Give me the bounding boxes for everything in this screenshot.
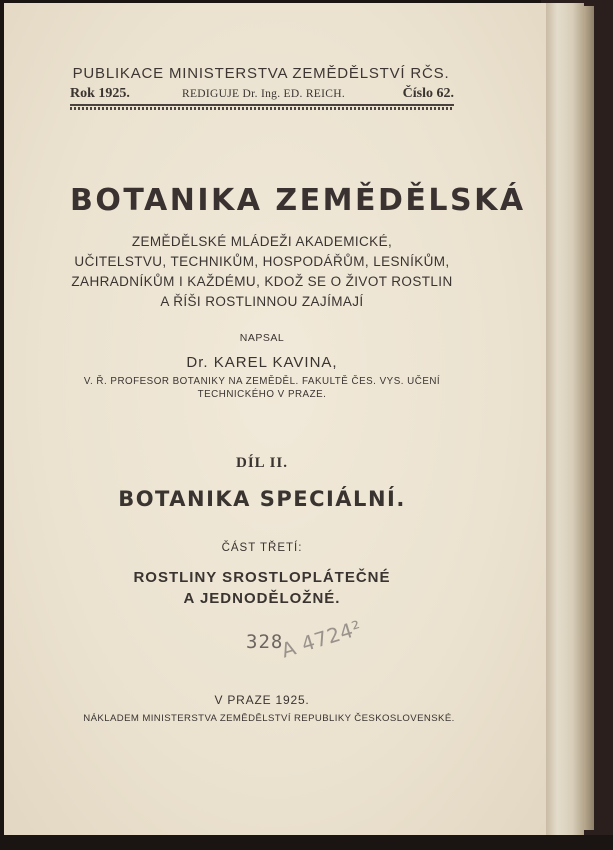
part-number: DÍL II. (235, 455, 289, 471)
header-dotted-rule (70, 107, 454, 110)
subtitle-line-3: ZAHRADNÍKŮM I KAŽDÉMU, KDOŽ SE O ŽIVOT ROSTLIN (71, 274, 453, 289)
series-meta (70, 86, 454, 104)
header-rule (70, 104, 454, 106)
subtitle-line-2: UČITELSTVU, TECHNIKŮM, HOSPODÁŘŮM, LESNÍKŮM, (74, 254, 450, 269)
section-title-line-1: ROSTLINY SROSTLOPLÁTEČNÉ (133, 569, 391, 586)
series-year: Rok 1925. (70, 86, 130, 101)
page-edges-shadow (584, 6, 594, 830)
title-page (4, 3, 546, 835)
library-stamp-number: 328 (246, 631, 284, 653)
series-number: Číslo 62. (402, 86, 454, 101)
subtitle-line-1: ZEMĚDĚLSKÉ MLÁDEŽI AKADEMICKÉ, (131, 234, 393, 249)
subtitle-line-4: A ŘÍŠI ROSTLINNOU ZAJÍMAJÍ (160, 294, 364, 309)
series-title: PUBLIKACE MINISTERSTVA ZEMĚDĚLSTVÍ RČS. (72, 65, 450, 82)
author-title-line-2: TECHNICKÉHO V PRAZE. (197, 389, 327, 400)
page-edges (546, 3, 584, 837)
book-title: BOTANIKA ZEMĚDĚLSKÁ (70, 183, 526, 218)
part-title: BOTANIKA SPECIÁLNÍ. (118, 487, 406, 511)
publisher-line: NÁKLADEM MINISTERSTVA ZEMĚDĚLSTVÍ REPUBLIKY ČESKOSLOVENSKÉ. (83, 713, 455, 724)
author-title-line-1: V. Ř. PROFESOR BOTANIKY NA ZEMĚDĚL. FAKULTĚ ČES. VYS. UČENÍ (83, 376, 441, 387)
series-editor: REDIGUJE Dr. Ing. ED. REICH. (182, 88, 345, 100)
written-by-label: NAPSAL (239, 332, 285, 344)
section-title-line-2: A JEDNODĚLOŽNÉ. (183, 590, 341, 607)
publication-place-year: V PRAZE 1925. (214, 693, 310, 707)
section-label: ČÁST TŘETÍ: (221, 542, 303, 554)
bottom-shadow (0, 835, 613, 850)
pencil-inventory-note: A 4724² (278, 615, 365, 663)
author-name: Dr. KAREL KAVINA, (186, 354, 338, 371)
